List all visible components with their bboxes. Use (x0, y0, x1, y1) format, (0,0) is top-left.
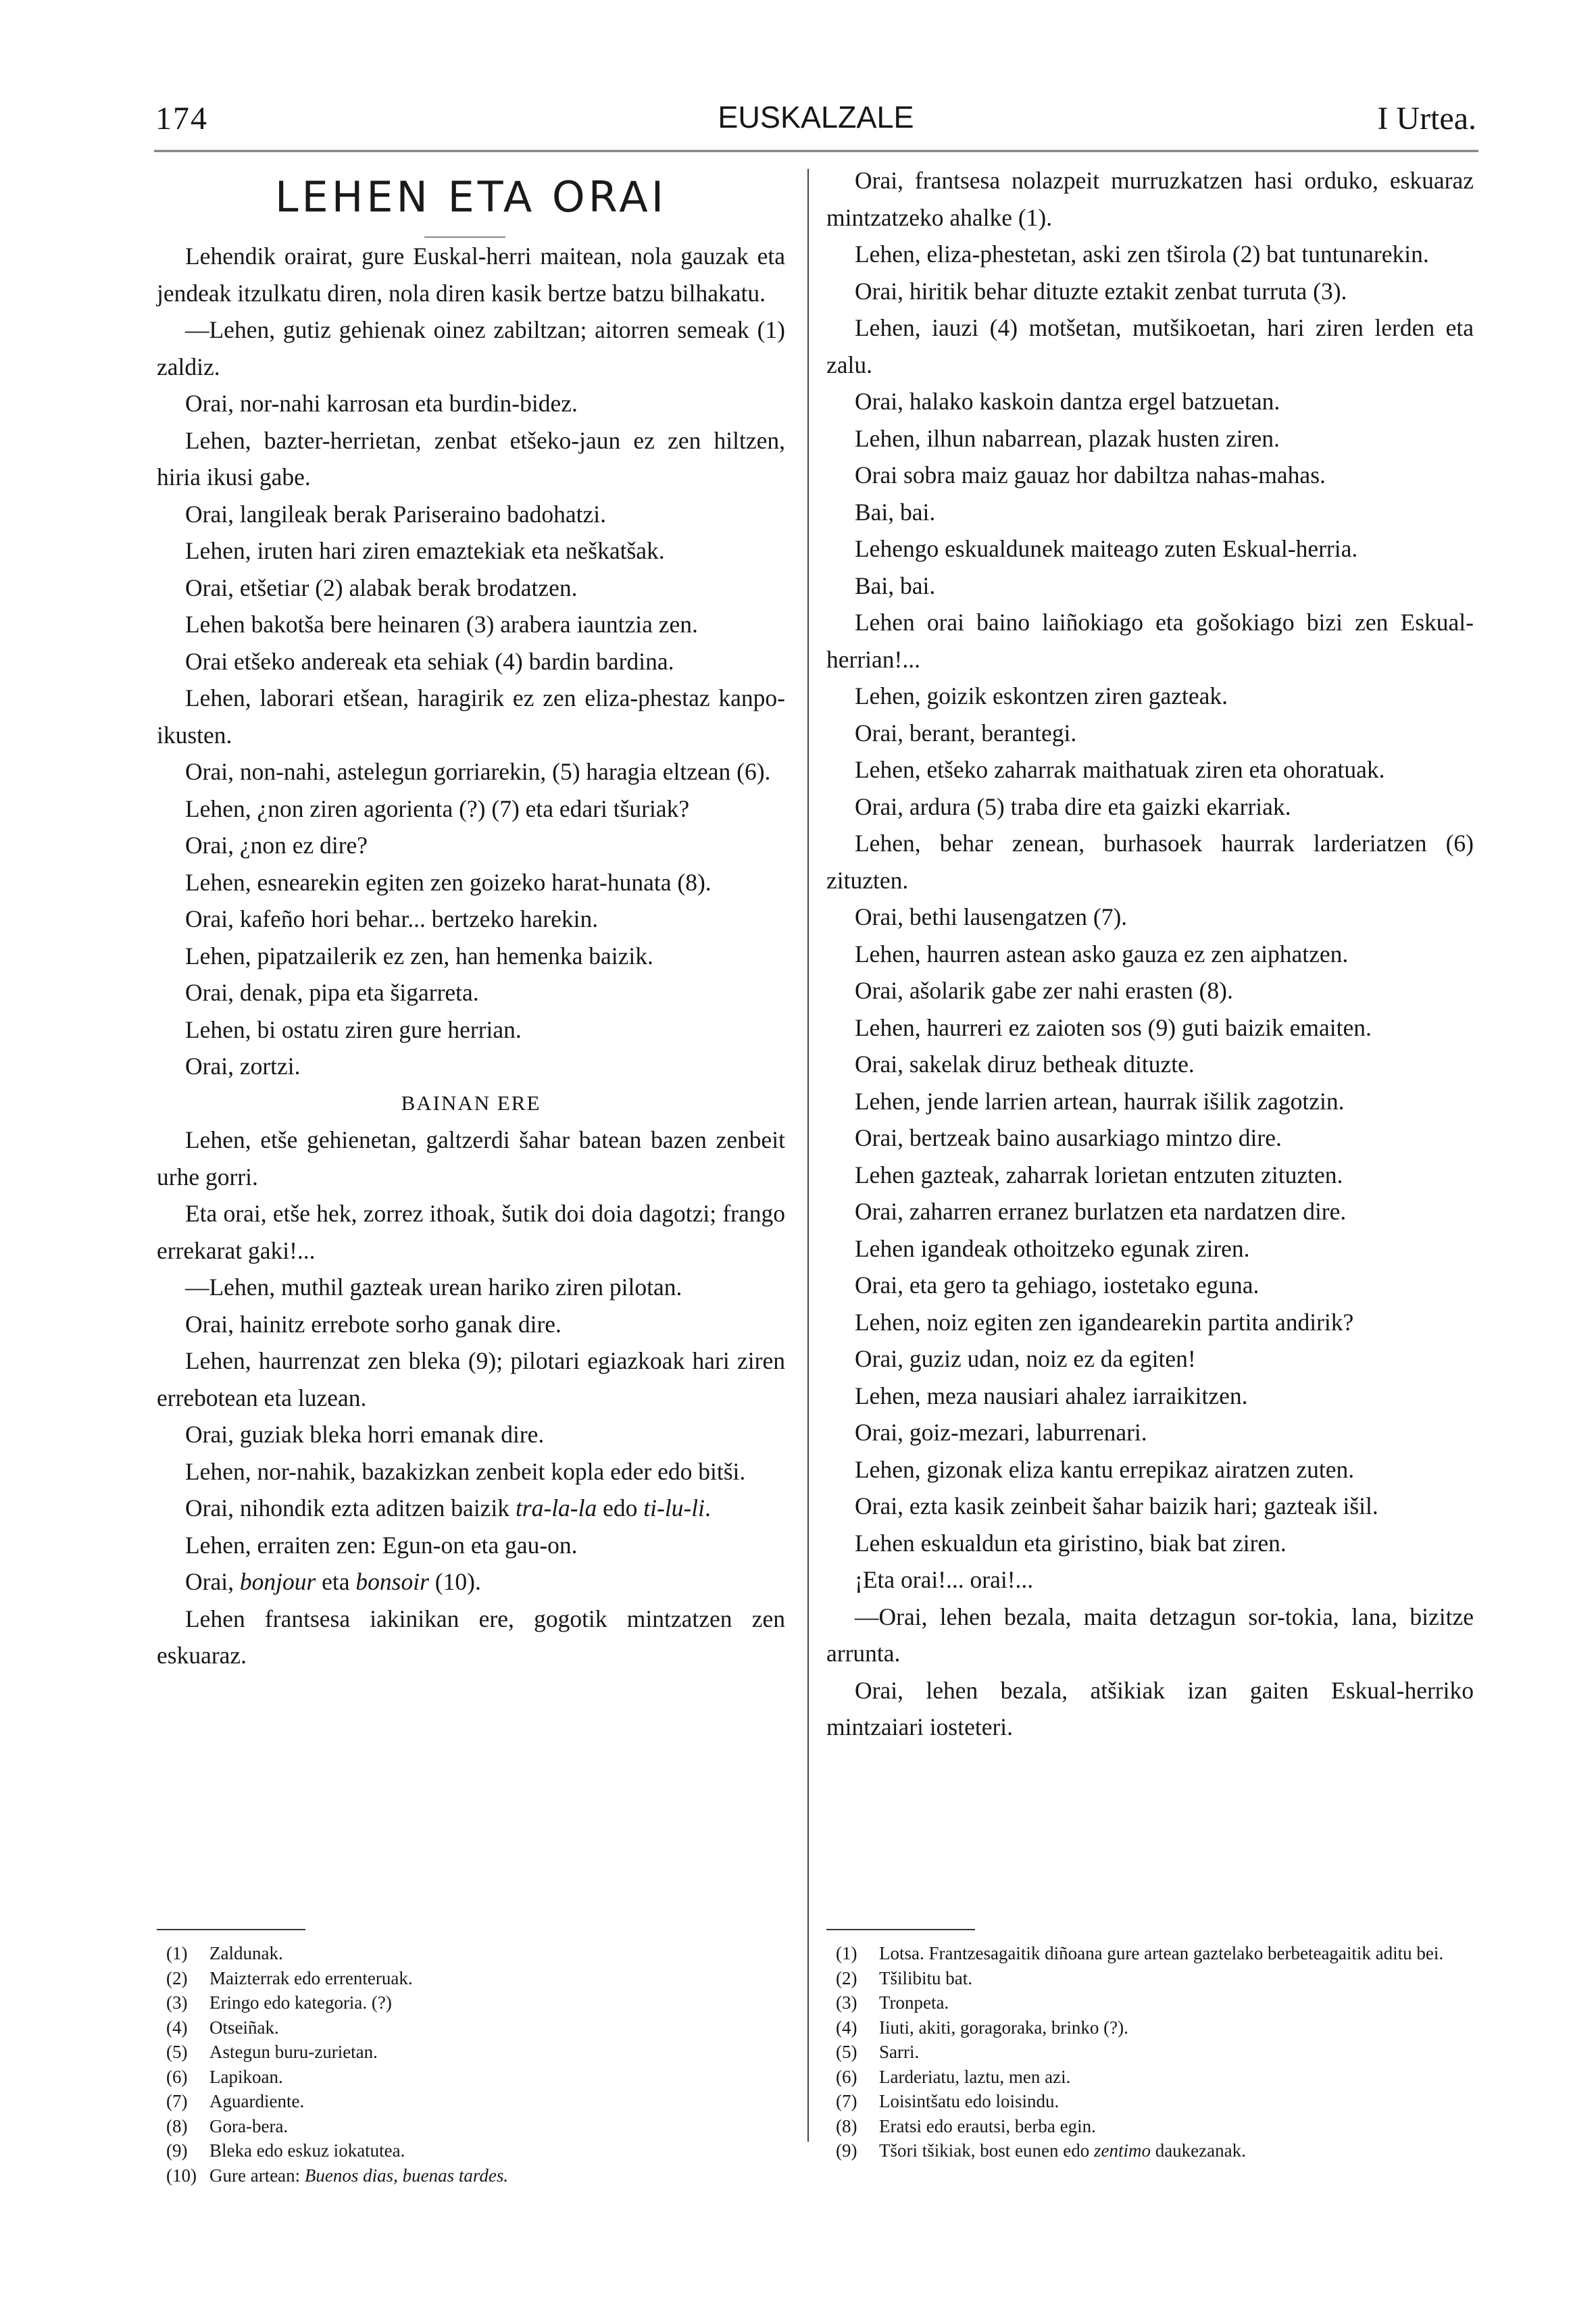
footnote-text: Tšori tšikiak, bost eunen edo (879, 2140, 1094, 2161)
paragraph: ¡Eta orai!... orai!... (855, 1566, 1034, 1593)
paragraph: Lehen, etše gehienetan, galtzerdi šahar batean bazen zenbeit urhe gorri. (157, 1126, 785, 1190)
footnote-text: Otseiñak. (209, 2017, 279, 2038)
paragraph: Orai, non-nahi, astelegun gorriarekin, (5) haragia eltzean (6). (185, 758, 771, 785)
paragraph: Bai, bai. (855, 572, 936, 599)
footnote-text: Zaldunak. (209, 1943, 283, 1963)
footnote (826, 1990, 1474, 2015)
footnote (826, 1966, 1474, 1991)
paragraph: Orai, sakelak diruz betheak dituzte. (855, 1051, 1195, 1078)
footnote (826, 2138, 1474, 2163)
paragraph: Lehen orai baino laiñokiago eta gošokiago bizi zen Eskual-herrian!... (826, 609, 1474, 673)
paragraph: Orai, hiritik behar dituzte eztakit zenbat turruta (3). (855, 277, 1347, 305)
footnote-number: (3) (166, 1992, 188, 2013)
section-subheading: BAINAN ERE (401, 1090, 541, 1115)
footnote-text: Sarri. (879, 2042, 920, 2062)
paragraph: Lehen eskualdun eta giristino, biak bat ziren. (855, 1529, 1287, 1557)
footnote (157, 2163, 785, 2188)
footnote-italic: zentimo (1093, 2140, 1151, 2161)
paragraph: Orai, ašolarik gabe zer nahi erasten (8). (855, 977, 1233, 1004)
paragraph: Orai, kafeño hori behar... bertzeko harekin. (185, 905, 599, 932)
paragraph: Lehen, meza nausiari ahalez iarraikitzen. (855, 1382, 1248, 1409)
paragraph: —Lehen, gutiz gehienak oinez zabiltzan; aitorren semeak (1) zaldiz. (157, 316, 785, 380)
paragraph: Lehen, bi ostatu ziren gure herrian. (185, 1015, 522, 1043)
paragraph: Lehen, behar zenean, burhasoek haurrak larderiatzen (6) zituzten. (826, 830, 1474, 894)
paragraph: Orai, ezta kasik zeinbeit šahar baizik hari; gazteak išil. (855, 1492, 1378, 1519)
footnote-text: Eringo edo kategoria. (?) (209, 1992, 392, 2013)
paragraph: Orai, etšetiar (2) alabak berak brodatzen. (185, 574, 578, 601)
paragraph: Orai, denak, pipa eta šigarreta. (185, 979, 479, 1006)
paragraph: Lehen, goizik eskontzen ziren gazteak. (855, 682, 1228, 709)
paragraph: Lehen, ilhun nabarrean, plazak husten ziren. (855, 424, 1280, 452)
journal-title: EUSKALZALE (718, 100, 914, 134)
paragraph: Lehen, laborari etšean, haragirik ez zen eliza-phestaz kanpo-ikusten. (157, 684, 785, 749)
footnote (826, 2015, 1474, 2040)
paragraph: Orai, ardura (5) traba dire eta gaizki ekarriak. (855, 793, 1291, 820)
paragraph: Orai etšeko andereak eta sehiak (4) bardin bardina. (185, 647, 674, 675)
footnote-text: daukezanak. (1150, 2140, 1246, 2161)
footnote-text: Iiuti, akiti, goragoraka, brinko (?). (879, 2017, 1128, 2038)
footnote (157, 2138, 785, 2163)
paragraph: Lehen igandeak othoitzeko egunak ziren. (855, 1234, 1250, 1262)
paragraph: —Lehen, muthil gazteak urean hariko ziren pilotan. (185, 1274, 682, 1301)
text-run: Orai, nihondik ezta aditzen baizik (185, 1494, 516, 1521)
paragraph: Lehen, ¿non ziren agorienta (?) (7) eta edari tšuriak? (185, 795, 690, 822)
footnote-number: (2) (836, 1967, 857, 1988)
paragraph: Eta orai, etše hek, zorrez ithoak, šutik doi doia dagotzi; frango errekarat gaki!... (157, 1200, 785, 1264)
page-number: 174 (155, 101, 208, 136)
paragraph: Orai, bertzeak baino ausarkiago mintzo dire. (855, 1124, 1282, 1151)
footnote-text: Loisintšatu edo loisindu. (879, 2091, 1059, 2111)
footnotes-left (157, 1941, 785, 2188)
paragraph: Lehen, pipatzailerik ez zen, han hemenka baizik. (185, 942, 653, 970)
paragraph: Lehen, jende larrien artean, haurrak išilik zagotzin. (855, 1087, 1345, 1115)
footnote-rule (157, 1929, 305, 1930)
footnote-text: Larderiatu, laztu, men azi. (879, 2066, 1071, 2087)
footnote-number: (6) (166, 2066, 188, 2087)
italic-run: ti-lu-li (643, 1494, 705, 1521)
paragraph: Orai, frantsesa nolazpeit murruzkatzen hasi orduko, eskuaraz mintzatzeko ahalke (1). (826, 167, 1474, 231)
paragraph: Bai, bai. (855, 498, 936, 526)
paragraph: Lehen, nor-nahik, bazakizkan zenbeit kopla eder edo bitši. (185, 1457, 746, 1485)
paragraph: Lehen, iruten hari ziren emaztekiak eta neškatšak. (185, 537, 665, 564)
footnote-number: (5) (836, 2042, 857, 2062)
left-column (157, 238, 785, 1674)
footnote-text: Eratsi edo erautsi, berba egin. (879, 2115, 1096, 2136)
footnote-text: Tšilibitu bat. (879, 1967, 972, 1988)
paragraph: Orai, eta gero ta gehiago, iostetako eguna. (855, 1272, 1260, 1299)
footnote (826, 2089, 1474, 2114)
paragraph: Lehen frantsesa iakinikan ere, gogotik mintzatzen zen eskuaraz. (157, 1605, 785, 1669)
footnote (826, 2114, 1474, 2139)
paragraph: Orai sobra maiz gauaz hor dabiltza nahas-mahas. (855, 461, 1326, 488)
footnote (157, 2065, 785, 2090)
footnote-number: (7) (836, 2091, 857, 2111)
paragraph (157, 1563, 785, 1601)
footnote-text: Lapikoan. (209, 2066, 283, 2087)
right-column (826, 162, 1474, 1746)
text-run: Orai, (185, 1568, 240, 1595)
paragraph: Orai, zaharren erranez burlatzen eta nardatzen dire. (855, 1198, 1347, 1225)
paragraph: Lehen, etšeko zaharrak maithatuak ziren eta ohoratuak. (855, 756, 1385, 783)
column-rule (807, 169, 809, 2142)
text-run: edo (597, 1494, 644, 1521)
paragraph: Lehen, esnearekin egiten zen goizeko harat-hunata (8). (185, 868, 712, 896)
footnote (826, 2040, 1474, 2065)
paragraph: Orai, zortzi. (185, 1053, 301, 1080)
paragraph: Lehen, gizonak eliza kantu errepikaz airatzen zuten. (855, 1455, 1355, 1483)
paragraph: Orai, berant, berantegi. (855, 719, 1077, 747)
article-title: LEHEN ETA ORAI (274, 172, 668, 222)
footnote-text: Lotsa. Frantzesagaitik diñoana gure artean gaztelako berbeteagaitik aditu bei. (879, 1943, 1444, 1963)
italic-run: tra-la-la (515, 1494, 597, 1521)
footnote-number: (9) (166, 2140, 188, 2161)
footnote-number: (9) (836, 2140, 857, 2161)
footnote (157, 2114, 785, 2139)
footnote-number: (8) (836, 2115, 857, 2136)
footnote-number: (1) (836, 1943, 857, 1963)
text-run: eta (316, 1568, 356, 1595)
footnote-number: (6) (836, 2066, 857, 2087)
running-head (155, 100, 1476, 147)
text-run: (10). (428, 1568, 481, 1595)
footnote-number: (2) (166, 1967, 188, 1988)
paragraph: Orai, goiz-mezari, laburrenari. (855, 1419, 1147, 1446)
header-rule (154, 150, 1478, 152)
paragraph: Orai, halako kaskoin dantza ergel batzuetan. (855, 388, 1280, 415)
footnote-number: (8) (166, 2115, 188, 2136)
footnote-number: (4) (166, 2017, 188, 2038)
footnote-rule (826, 1929, 975, 1930)
footnote-text: Bleka edo eskuz iokatutea. (209, 2140, 405, 2161)
paragraph: Lehen, haurren astean asko gauza ez zen aiphatzen. (855, 940, 1349, 967)
volume-label: I Urtea. (1377, 101, 1476, 136)
footnote-number: (4) (836, 2017, 857, 2038)
footnote-number: (10) (166, 2165, 197, 2186)
paragraph: Lehen, haurreri ez zaioten sos (9) guti baizik emaiten. (855, 1013, 1372, 1041)
paragraph (157, 1490, 785, 1527)
footnote (157, 2089, 785, 2114)
paragraph: Lehen, eliza-phestetan, aski zen tširola (2) bat tuntunarekin. (855, 241, 1429, 268)
paragraph: Lehen, erraiten zen: Egun-on eta gau-on. (185, 1531, 578, 1559)
paragraph: Orai, guziak bleka horri emanak dire. (185, 1421, 545, 1448)
paragraph: Orai, lehen bezala, atšikiak izan gaiten Eskual-herriko mintzaiari iosteteri. (826, 1676, 1474, 1740)
footnote-text: Tronpeta. (879, 1992, 949, 2013)
footnote-text: Aguardiente. (209, 2091, 305, 2111)
footnote (157, 2040, 785, 2065)
footnote (157, 1990, 785, 2015)
paragraph: Lehen, haurrenzat zen bleka (9); pilotari egiazkoak hari ziren errebotean eta luzean. (157, 1347, 785, 1411)
footnotes-right (826, 1941, 1474, 2163)
footnote-number: (3) (836, 1992, 857, 2013)
footnote (826, 2065, 1474, 2090)
footnote (157, 1941, 785, 1966)
paragraph: —Orai, lehen bezala, maita detzagun sor-tokia, lana, bizitze arrunta. (826, 1603, 1474, 1667)
footnote-italic: Buenos dias, buenas tardes. (304, 2165, 509, 2186)
paragraph: Orai, langileak berak Pariseraino badohatzi. (185, 500, 606, 528)
footnote (826, 1941, 1474, 1966)
paragraph: Orai, ¿non ez dire? (185, 832, 368, 859)
paragraph: Orai, guziz udan, noiz ez da egiten! (855, 1345, 1196, 1372)
italic-run: bonsoir (355, 1568, 429, 1595)
paragraph: Orai, nor-nahi karrosan eta burdin-bidez. (185, 390, 578, 417)
footnote (157, 2015, 785, 2040)
paragraph: Lehengo eskualdunek maiteago zuten Eskual-herria. (855, 535, 1358, 562)
footnote-number: (1) (166, 1943, 188, 1963)
footnote-number: (7) (166, 2091, 188, 2111)
footnote-text: Gure artean: (209, 2165, 305, 2186)
paragraph: Lehen, noiz egiten zen igandearekin partita andirik? (855, 1308, 1354, 1336)
paragraph: Lehen bakotša bere heinaren (3) arabera iauntzia zen. (185, 611, 698, 638)
paragraph: Orai, bethi lausengatzen (7). (855, 903, 1128, 930)
italic-run: bonjour (239, 1568, 316, 1595)
paragraph: Lehendik orairat, gure Euskal-herri maitean, nola gauzak eta jendeak itzulkatu diren, nola diren kasik bertze batzu bilhakatu. (157, 243, 785, 307)
paragraph: Orai, hainitz errebote sorho ganak dire. (185, 1310, 562, 1338)
footnote-text: Maizterrak edo errenteruak. (209, 1967, 413, 1988)
paragraph: Lehen gazteak, zaharrak lorietan entzuten zituzten. (855, 1161, 1343, 1188)
footnote-number: (5) (166, 2042, 188, 2062)
text-run: . (704, 1494, 711, 1521)
paragraph: Lehen, bazter-herrietan, zenbat etšeko-jaun ez zen hiltzen, hiria ikusi gabe. (157, 426, 785, 491)
footnote-text: Astegun buru-zurietan. (209, 2042, 378, 2062)
paragraph: Lehen, iauzi (4) motšetan, mutšikoetan, hari ziren lerden eta zalu. (826, 314, 1474, 378)
footnote (157, 1966, 785, 1991)
footnote-text: Gora-bera. (209, 2115, 289, 2136)
